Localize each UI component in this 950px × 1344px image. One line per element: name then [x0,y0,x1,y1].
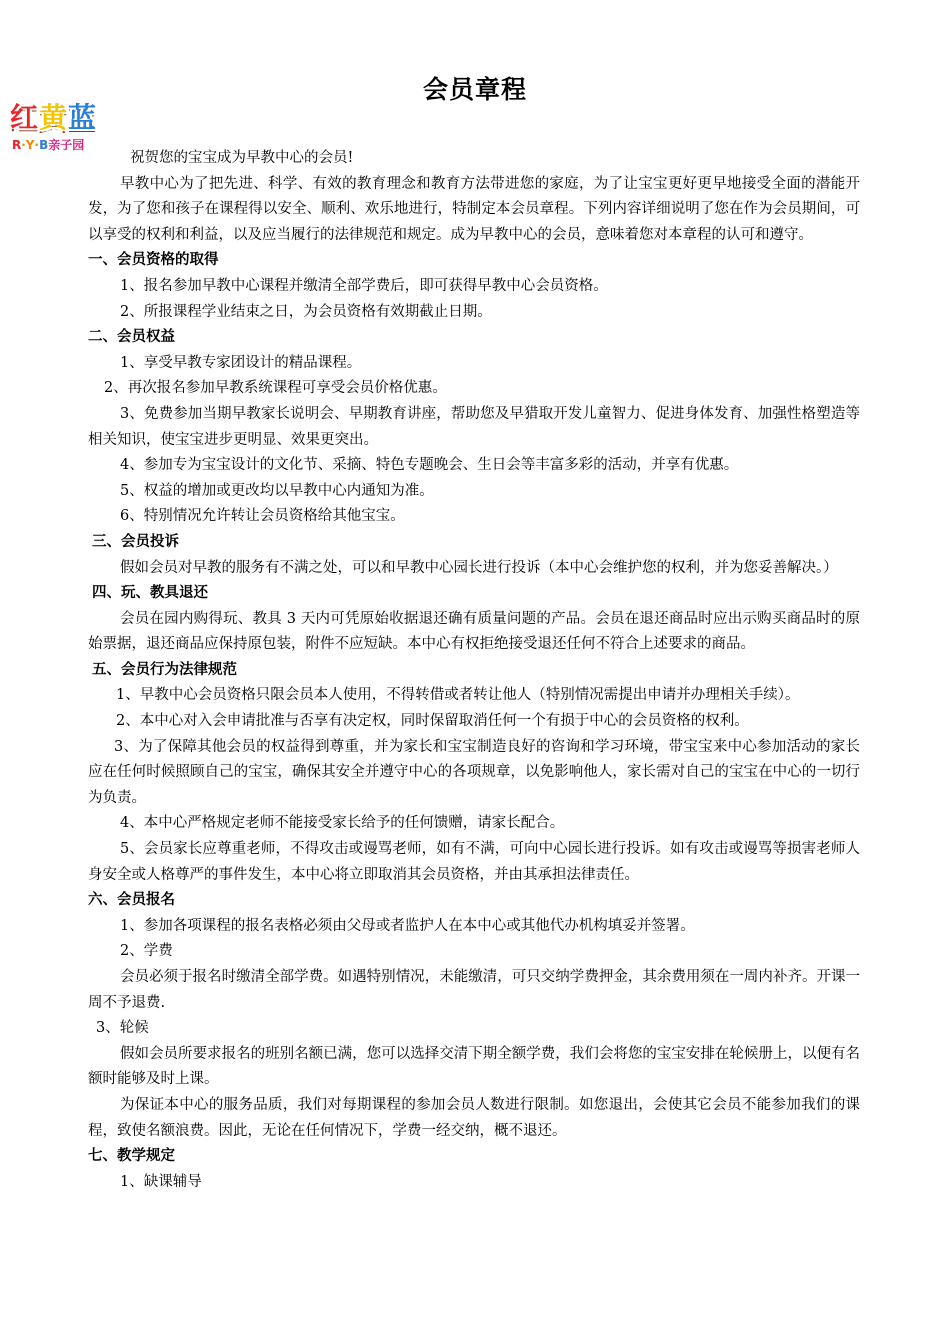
logo-wordmark [10,96,118,140]
s5-item-4: 4、本中心严格规定老师不能接受家长给予的任何馈赠，请家长配合。 [120,815,565,832]
logo-char-2: 黄 [39,101,69,134]
logo-sub-4: 亲子园 [48,138,85,152]
s6-waitlist-paragraph: 假如会员所要求报名的班别名额已满，您可以选择交清下期全额学费，我们会将您的宝宝安排在轮候册上，以便有名额时能够及时上课。 [88,1045,860,1088]
page-title: 会员章程 [422,75,527,104]
s5-item-2: 2、本中心对入会申请批准与否享有决定权，同时保留取消任何一个有损于中心的会员资格的权利。 [116,713,749,730]
logo-sub-1: R [12,138,22,152]
greeting: 祝贺您的宝宝成为早教中心的会员! [130,150,354,166]
logo-sub-2: ·Y· [21,138,40,152]
s3-paragraph: 假如会员对早教的服务有不满之处，可以和早教中心园长进行投诉（本中心会维护您的权利，并为您妥善解决。） [120,559,838,576]
s6-tuition-paragraph: 会员必须于报名时缴清全部学费。如遇特别情况，未能缴清，可只交纳学费押金，其余费用须在一周内补齐。开课一周不予退费. [88,969,860,1011]
s2-item-3: 3、免费参加当期早教家长说明会、早期教育讲座，帮助您及早猎取开发儿童智力、促进身体发育、加强性格塑造等相关知识，使宝宝进步更明显、效果更突出。 [88,405,860,448]
s6-item-2: 2、学费 [120,943,173,960]
s7-item-1: 1、缺课辅导 [120,1173,202,1190]
section-heading-enrollment: 六、会员报名 [88,892,175,909]
section-heading-rights: 二、会员权益 [88,329,175,346]
s5-item-1: 1、早教中心会员资格只限会员本人使用，不得转借或者转让他人（特别情况需提出申请并办理相关手续）。 [116,687,800,704]
section-heading-complaints: 三、会员投诉 [92,533,179,550]
document-body [88,146,860,1195]
s2-item-1: 1、享受早教专家团设计的精品课程。 [120,354,362,371]
s6-item-3: 3、轮候 [96,1020,149,1037]
s6-quality-paragraph: 为保证本中心的服务品质，我们对每期课程的参加会员人数进行限制。如您退出，会使其它会员不能参加我们的课程，致使名额浪费。因此，无论在任何情况下，学费一经交纳，概不退还。 [88,1096,860,1139]
s2-item-2: 2、再次报名参加早教系统课程可享受会员价格优惠。 [104,380,447,397]
logo-char-1: 红 [10,101,40,134]
s1-item-2: 2、所报课程学业结束之日，为会员资格有效期截止日期。 [120,303,492,320]
s5-item-3: 3、为了保障其他会员的权益得到尊重，并为家长和宝宝制造良好的咨询和学习环境，带宝宝来中心参加活动的家长应在任何时候照顾自己的宝宝，确保其安全并遵守中心的各项规章，以免影响他人，家长需对自己的宝宝在中心的一切行为负责。 [88,738,860,806]
s2-item-4: 4、参加专为宝宝设计的文化节、采摘、特色专题晚会、生日会等丰富多彩的活动，并享有优惠。 [120,457,739,474]
intro-paragraph: 早教中心为了把先进、科学、有效的教育理念和教育方法带进您的家庭，为了让宝宝更好更早地接受全面的潜能开发，为了您和孩子在课程得以安全、顺利、欢乐地进行，特制定本会员章程。下列内容详细说明了您在作为会员期间，可以享受的权利和利益，以及应当履行的法律规范和规定。成为早教中心的会员，意味着您对本章程的认可和遵守。 [88,175,860,243]
s5-item-5: 5、会员家长应尊重老师，不得攻击或谩骂老师，如有不满，可向中心园长进行投诉。如有攻击或谩骂等损害老师人身安全或人格尊严的事件发生，本中心将立即取消其会员资格，并由其承担法律责任。 [88,841,860,883]
section-heading-conduct: 五、会员行为法律规范 [92,661,237,678]
s4-paragraph: 会员在园内购得玩、教具 3 天内可凭原始收据退还确有质量问题的产品。会员在退还商品时应出示购买商品时的原始票据，退还商品应保持原包装，附件不应短缺。本中心有权拒绝接受退还任何不符合上述要求的商品。 [88,610,860,653]
section-heading-returns: 四、玩、教具退还 [92,585,208,602]
section-heading-membership: 一、会员资格的取得 [88,252,219,269]
s6-item-1: 1、参加各项课程的报名表格必须由父母或者监护人在本中心或其他代办机构填妥并签署。 [120,917,695,934]
logo-char-3: 蓝 [68,101,98,134]
s1-item-1: 1、报名参加早教中心课程并缴清全部学费后，即可获得早教中心会员资格。 [120,277,608,294]
s2-item-6: 6、特别情况允许转让会员资格给其他宝宝。 [120,508,405,525]
logo-sub-3: B [39,138,49,152]
s2-item-5: 5、权益的增加或更改均以早教中心内通知为准。 [120,482,434,499]
section-heading-teaching: 七、教学规定 [88,1148,175,1165]
